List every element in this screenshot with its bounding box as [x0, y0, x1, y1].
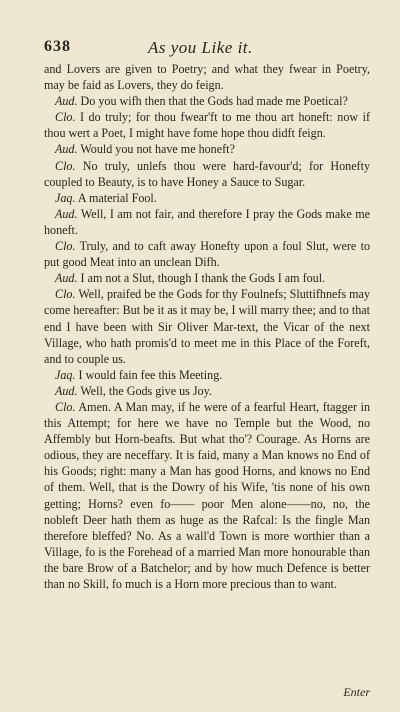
dialogue-paragraph: [44, 206, 370, 238]
speech: Well, the Gods give us Joy.: [80, 383, 212, 398]
speaker: Jaq.: [55, 367, 76, 382]
speech: Do you wifh then that the Gods had made me Poetical?: [80, 94, 348, 109]
dialogue-paragraph: [44, 270, 370, 286]
speaker: Aud.: [55, 271, 78, 286]
dialogue-paragraph: [44, 93, 370, 109]
speech: Well, I am not fair, and therefore I pray the Gods make me honeft.: [44, 206, 370, 237]
dialogue-paragraph: [44, 383, 370, 399]
speech: I would fain fee this Meeting.: [78, 367, 223, 382]
catchword: Enter: [343, 685, 370, 699]
speaker: Clo.: [55, 287, 76, 302]
speech: I am not a Slut, though I thank the Gods I am foul.: [80, 271, 326, 286]
speech: Truly, and to caft away Honefty upon a foul Slut, were to put good Meat into an unclean Difh.: [44, 239, 370, 270]
speaker: Aud.: [55, 94, 78, 109]
speech: A material Fool.: [77, 190, 157, 205]
speaker: Aud.: [55, 383, 78, 398]
page-body: [44, 61, 370, 592]
speech: Well, praifed be the Gods for thy Foulnefs; Sluttifhnefs may come hereafter: But be it as it may be, I will marry thee; and to that end I have been with Sir Oliver Mar-text, the Vicar of the next Village, who hath promis'd to meet me in this Place of the Foreft, and to couple us.: [44, 287, 370, 366]
dialogue-paragraph: [44, 286, 370, 366]
speaker: Clo.: [55, 110, 76, 125]
page-header: [44, 38, 370, 60]
dialogue-paragraph: [44, 141, 370, 157]
running-title: As you Like it.: [148, 38, 253, 57]
speech: I do truly; for thou fwear'ft to me thou art honeft: now if thou wert a Poet, I might have fome hope thou didft feign.: [44, 110, 370, 141]
dialogue-paragraph: [44, 109, 370, 141]
dialogue-paragraph: [44, 190, 370, 206]
dialogue-paragraph: [44, 399, 370, 592]
speaker: Clo.: [55, 239, 76, 254]
dialogue-paragraph: [44, 158, 370, 190]
dialogue-paragraph: [44, 61, 370, 93]
page-number: 638: [44, 38, 71, 55]
dialogue-paragraph: [44, 238, 370, 270]
speaker: Aud.: [55, 142, 78, 157]
speech: Amen. A Man may, if he were of a fearful Heart, ftagger in this Attempt; for here we have no Temple but the Wood, no Affembly but Horn-beafts. But what tho'? Courage. As Horns are odious, they are neceffary. It is faid, many a Man knows no End of his Goods; right: many a Man has good Horns, and knows no End of them. Well, that is the Dowry of his Wife, 'tis none of his own getting; Horns? even fo—— poor Men alone——no, no, the nobleft Deer hath them as huge as the Rafcal: Is the fingle Man therefore bleffed? No. As a wall'd Town is more worthier than a Village, fo is the Forehead of a married Man more honourable than the bare Brow of a Batchelor; and by how much Defence is better than no Skill, fo much is a Horn more precious than to want.: [44, 399, 371, 591]
speaker: Clo.: [55, 158, 76, 173]
speaker: Clo.: [55, 399, 76, 414]
speaker: Jaq.: [55, 190, 76, 205]
speaker: Aud.: [55, 206, 78, 221]
speech: Would you not have me honeft?: [80, 142, 235, 157]
speech: No truly, unlefs thou were hard-favour'd; for Honefty coupled to Beauty, is to have Honey a Sauce to Sugar.: [44, 158, 370, 189]
dialogue-paragraph: [44, 367, 370, 383]
speech: and Lovers are given to Poetry; and what they fwear in Poetry, may be faid as Lovers, they do feign.: [44, 62, 370, 93]
